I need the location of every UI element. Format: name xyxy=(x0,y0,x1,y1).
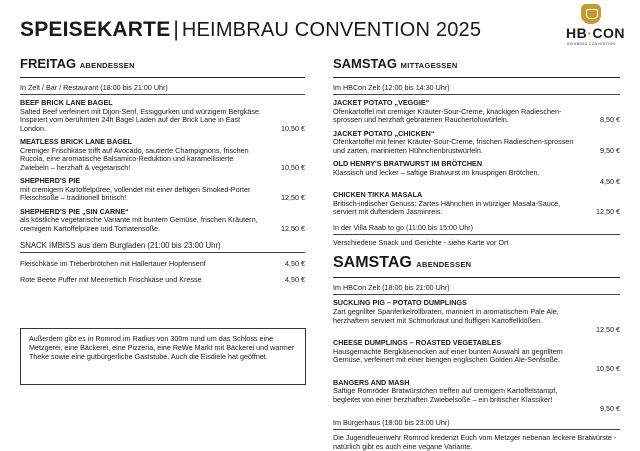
info-box: Außerdem gibt es in Romrod im Radius von 300m rund um das Schloss eine Metzgerei, eine Bäckerei, eine Pizzeria, eine ReWe Markt mit Bäckerei und warmer Theke sowie eine gutbürgerliche Gaststube. Auch die Eisdiele hat geöffnet. xyxy=(20,328,306,385)
saturday-dinner-location: Im HBCon Zelt (18:00 bis 21:00 Uhr) xyxy=(333,283,620,295)
saturday-dinner-heading: SAMSTAG ABENDESSEN xyxy=(333,253,620,278)
logo-subtitle: HEIMBRAU CONVENTION xyxy=(566,42,616,46)
item-price: 12,50 € xyxy=(596,324,620,334)
item-price: 10,50 € xyxy=(281,123,305,133)
saturday-column xyxy=(333,56,620,451)
menu-item: SHEPHERD'S PIE mit cremigem Kartoffelpüree, vollendet mit einer deftigen Smoked-Porter Fleischsoße – traditionell britisch! 12,50 € xyxy=(20,176,305,203)
event-title: HEIMBRAU CONVENTION 2025 xyxy=(181,19,482,41)
burgerhaus-location: Im Bürgerhaus (18:00 bis 23:00 Uhr) xyxy=(333,418,620,430)
menu-item: JACKET POTATO „CHICKEN“ Ofenkartoffel mit feiner Kräuter-Sour-Creme, frischen Radieschen-sprossen und zarten, marinierten Hühnchenbrustwürfeln. 9,50 € xyxy=(333,128,620,155)
friday-column xyxy=(20,56,305,291)
menu-item: MEATLESS BRICK LANE BAGEL Cremiger Frischkäse trifft auf Avocado, sautierte Champignons, frischen Rucola, eine aromatische Balsamico-Reduktion und karamellisierte Zwiebeln – herzhaft & vegetarisch! 10,50 € xyxy=(20,137,305,172)
villa-location: In der Villa Raab to go (11:00 bis 15:00 Uhr) xyxy=(333,223,620,235)
item-price: 12,50 € xyxy=(281,223,305,233)
menu-item: OLD HENRY'S BRATWURST IM BRÖTCHEN Klassisch und lecker – saftige Bratwurst im knusprigen Brötchen. 4,50 € xyxy=(333,159,620,186)
item-price: 12,50 € xyxy=(281,193,305,203)
item-price: 10,50 € xyxy=(281,162,305,172)
item-price: 4,50 € xyxy=(600,176,620,186)
friday-heading: FREITAG ABENDESSEN xyxy=(20,56,305,78)
saturday-lunch-heading: SAMSTAG MITTAGESSEN xyxy=(333,56,620,78)
logo-text: HB·CON xyxy=(566,25,626,41)
hbcon-logo xyxy=(566,4,626,62)
crown-shield-icon xyxy=(581,4,601,24)
item-price: 10,50 € xyxy=(596,364,620,374)
title-separator: | xyxy=(173,18,179,41)
snack-item: Fleischkäse im Treberbrötchen mit Hallertauer Hopfensenf 4,50 € xyxy=(20,259,305,269)
snack-item: Rote Beete Puffer mit Meerrettich Frischkäse und Kresse 4,50 € xyxy=(20,275,305,285)
burgerhaus-text: Die Jugendfeuerwehr Romrod kredenzt Euch vom Metzger nebenan leckere Bratwürste - natürlich gibt es auch eine vegane Variante. xyxy=(333,433,617,451)
menu-item: SUCKLING PIG – POTATO DUMPLINGS Zart gegrillter Spanferkelrollbraten, mariniert in aromatischem Pale Ale, herzhaftem serviert mit Schmorkraut und fluffigen Kartoffelklößen. 12,50 € xyxy=(333,298,620,334)
menu-item: BEEF BRICK LANE BAGEL Salted Beef verfeinert mit Dijon-Senf, Essiggurken und würzigem Bergkäse. Inspiriert vom berühmten 24h Bagel Laden auf der Brick Lane in East London. 10,50 € xyxy=(20,98,305,133)
friday-location: In Zelt / Bar / Restaurant (18:00 bis 21:00 Uhr) xyxy=(20,83,305,95)
menu-item: JACKET POTATO „VEGGIE“ Ofenkartoffel mit cremiger Kräuter-Sour-Creme, knackigen Radieschen-sprossen und herzhaft gebratenen Rauchertofuwürfeln. 8,50 € xyxy=(333,98,620,125)
item-price: 9,50 € xyxy=(600,403,620,413)
menu-item: SHEPHERD'S PIE „SIN CARNE“ als köstliche vegetarische Variante mit buntem Gemüse, frischen Kräutern, cremigem Kartoffelpüree und Tomatensoße. 12,50 € xyxy=(20,206,305,233)
item-price: 12,50 € xyxy=(596,207,620,217)
item-price: 8,50 € xyxy=(600,115,620,125)
villa-text: Verschiedene Snack und Gerichte - siehe Karte vor Ort xyxy=(333,237,509,247)
page-header xyxy=(20,18,540,46)
item-price: 4,50 € xyxy=(285,259,305,269)
menu-item: CHEESE DUMPLINGS – ROASTED VEGETABLES Hausgemachte Bergkäsenocken auf einer bunten Auswahl an gegrilltem Gemüse, verfeinert mit einer bierigen englischen Golden Ale-Senfsoße. 10,50 € xyxy=(333,338,620,374)
snack-location: SNACK IMBISS aus dem Burgladen (21:00 bis 23:00 Uhr) xyxy=(20,241,305,253)
item-price: 9,50 € xyxy=(600,145,620,155)
saturday-lunch-location: Im HBCon Zelt (12:00 bis 14:30 Uhr) xyxy=(333,83,620,95)
menu-item: BANGERS AND MASH Saftige Romröder Bratwürstchen treffen auf cremigem Kartoffelstampf, begleitet von einer herzhaften Zwiebelsoße – ein britischer Klassiker! 9,50 € xyxy=(333,377,620,413)
menu-item: CHICKEN TIKKA MASALA Britisch-indischer Genuss: Zartes Hähnchen in würziger Masala-Sauce, serviert mit duftendem Jasminreis. 12,50 € xyxy=(333,190,620,217)
menu-title: SPEISEKARTE xyxy=(20,18,171,41)
item-price: 4,50 € xyxy=(285,275,305,285)
